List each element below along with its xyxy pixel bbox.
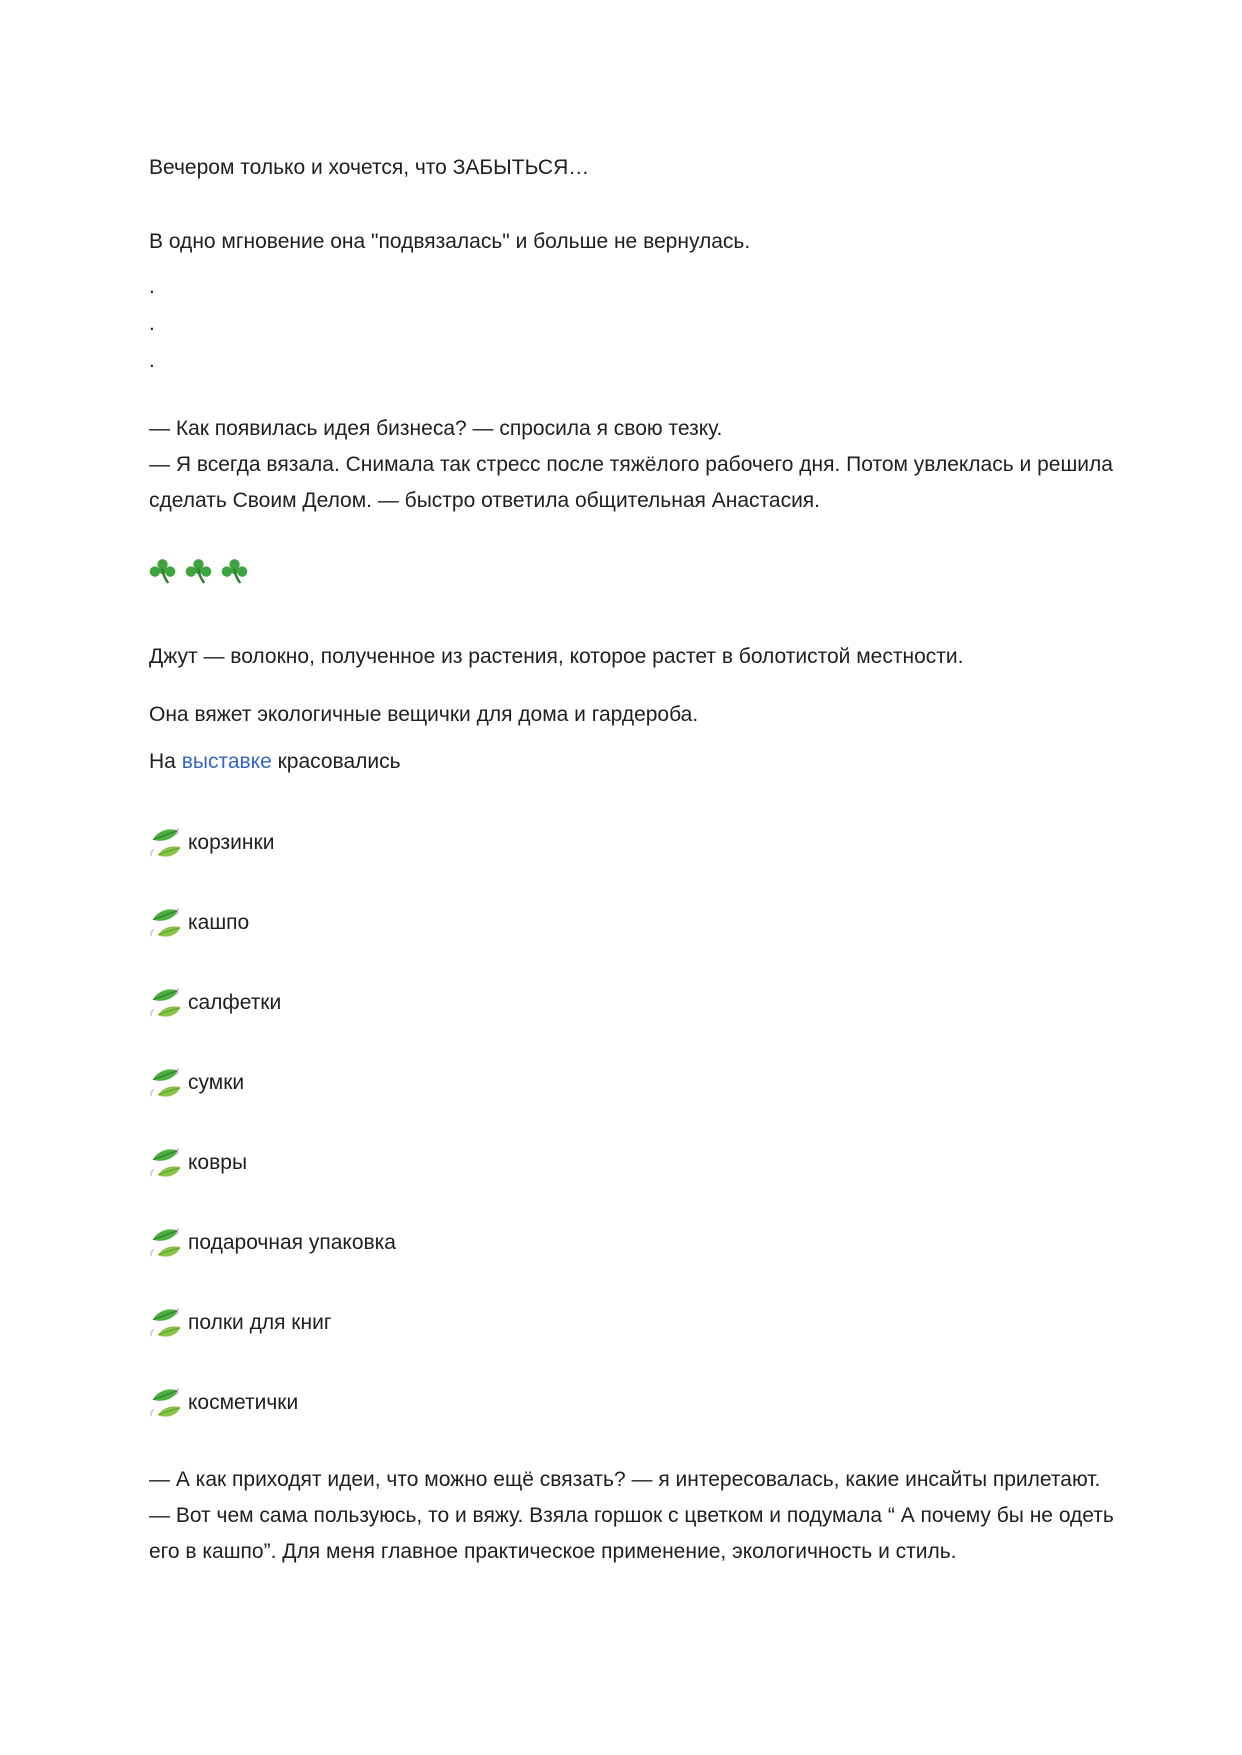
dot-line-1: . xyxy=(149,275,155,298)
paragraph-moment: В одно мгновение она "подвязалась" и больше не вернулась. xyxy=(149,230,751,253)
list-item-label: подарочная упаковка xyxy=(188,1231,396,1254)
list-item xyxy=(149,906,1142,940)
leaf-icon xyxy=(149,1307,183,1339)
list-item xyxy=(149,1306,1142,1340)
paragraph-jute: Джут — волокно, полученное из растения, которое растет в болотистой местности. xyxy=(149,645,964,668)
shamrock-icon xyxy=(185,558,212,586)
exhibition-link[interactable]: выставке xyxy=(181,750,272,773)
list-item xyxy=(149,1386,1142,1420)
leaf-icon xyxy=(149,1067,183,1099)
leaf-icon xyxy=(149,1147,183,1179)
paragraph-question-idea: — Как появилась идея бизнеса? — спросила я свою тезку. xyxy=(149,417,723,440)
list-item-label: косметички xyxy=(188,1391,299,1414)
list-item xyxy=(149,1226,1142,1260)
list-item-label: кашпо xyxy=(188,911,250,934)
paragraph-question-insights: — А как приходят идеи, что можно ещё связать? — я интересовалась, какие инсайты прилетают. xyxy=(149,1468,1101,1491)
leaf-icon xyxy=(149,1227,183,1259)
list-item-label: ковры xyxy=(188,1151,248,1174)
dot-line-2: . xyxy=(149,312,155,335)
leaf-icon xyxy=(149,827,183,859)
leaf-icon xyxy=(149,987,183,1019)
list-item-label: полки для книг xyxy=(188,1311,332,1334)
leaf-icon xyxy=(149,1387,183,1419)
paragraph-eco: Она вяжет экологичные вещички для дома и гардероба. xyxy=(149,703,699,726)
leaf-icon xyxy=(149,907,183,939)
list-item-label: сумки xyxy=(188,1071,245,1094)
product-list xyxy=(149,826,1142,1420)
list-item xyxy=(149,826,1142,860)
paragraph-exhibition xyxy=(149,744,1139,780)
list-item xyxy=(149,1066,1142,1100)
shamrock-divider xyxy=(149,557,1142,587)
shamrock-icon xyxy=(149,558,176,586)
paragraph-evening: Вечером только и хочется, что ЗАБЫТЬСЯ… xyxy=(149,156,590,179)
list-item xyxy=(149,1146,1142,1180)
shamrock-icon xyxy=(221,558,248,586)
list-item-label: салфетки xyxy=(188,991,282,1014)
exhibition-prefix: На xyxy=(149,750,182,773)
paragraph-answer-idea: — Я всегда вязала. Снимала так стресс после тяжёлого рабочего дня. Потом увлеклась и решила сделать Своим Делом. — быстро ответила общительная Анастасия. xyxy=(149,453,1113,512)
exhibition-suffix: красовались xyxy=(271,750,401,773)
dot-line-3: . xyxy=(149,349,155,372)
list-item-label: корзинки xyxy=(188,831,275,854)
paragraph-answer-insights: — Вот чем сама пользуюсь, то и вяжу. Взяла горшок с цветком и подумала “ А почему бы не одеть его в кашпо”. Для меня главное практическое применение, экологичность и стиль. xyxy=(149,1504,1114,1563)
list-item xyxy=(149,986,1142,1020)
